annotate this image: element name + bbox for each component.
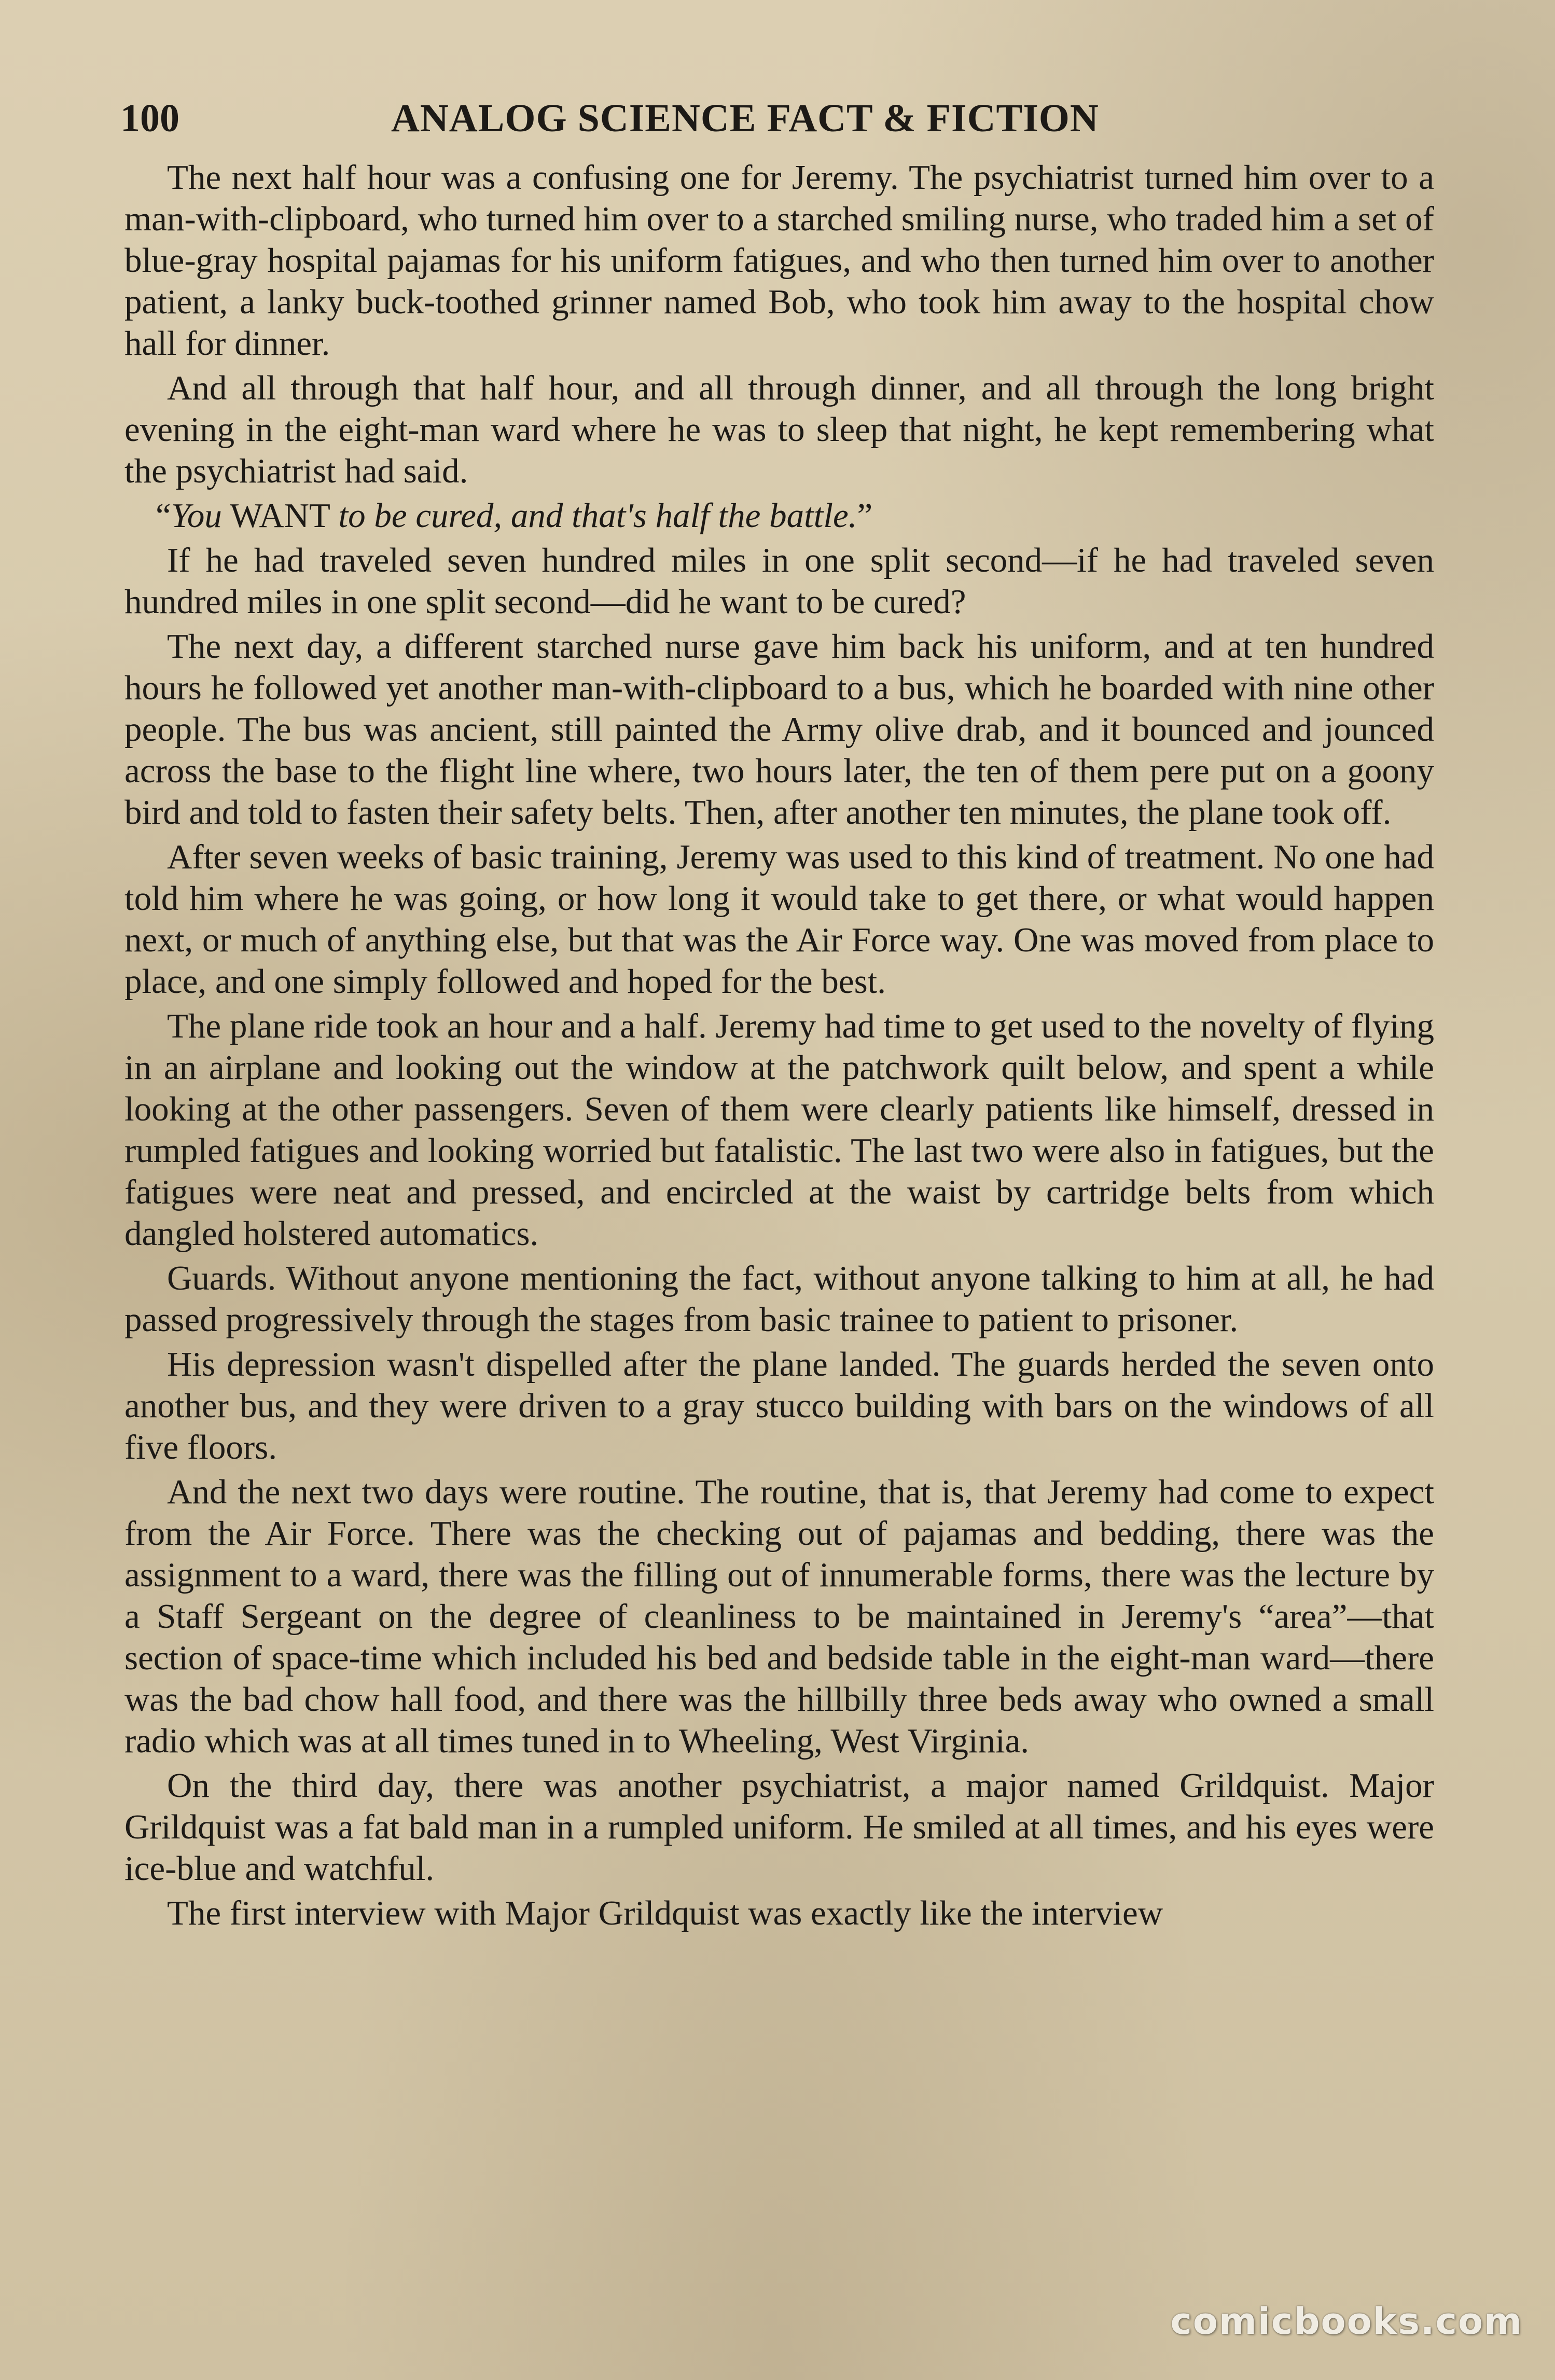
quote-you: You <box>171 496 222 535</box>
paragraph-9: And the next two days were routine. The routine, that is, that Jeremy had come to expect from the Air Force. There was the checking out of pajamas and bedding, there was the assignment to a ward, there was the filling out of innumerable forms, there was the lecture by a Staff Sergeant on the degree of cleanliness to be maintained in Jeremy's “area”—that section of space-time which included his bed and bedside table in the eight-man ward—there was the bad chow hall food, and there was the hillbilly three beds away who owned a small radio which was at all times tuned in to Wheeling, West Virginia. <box>124 1473 1434 1760</box>
page-header <box>120 92 1433 144</box>
quote-close: ” <box>857 496 873 535</box>
quote-open: “ <box>156 496 171 535</box>
paragraph-3: If he had traveled seven hundred miles in one split second—if he had traveled seven hundred miles in one split second—did he want to be cured? <box>124 541 1434 621</box>
paragraph-5: After seven weeks of basic training, Jeremy was used to this kind of treatment. No one had told him where he was going, or how long it would take to get there, or what would happen next, or much of anything else, but that was the Air Force way. One was moved from place to place, and one simply followed and hoped for the best. <box>124 838 1434 1001</box>
running-head: ANALOG SCIENCE FACT & FICTION <box>391 96 1099 140</box>
article-body <box>124 157 1434 1934</box>
quoted-line <box>124 495 1434 536</box>
paragraph-6: The plane ride took an hour and a half. Jeremy had time to get used to the novelty of flying in an airplane and looking out the window at the patchwork quilt below, and spent a while looking at the other passengers. Seven of them were clearly patients like himself, dressed in rumpled fatigues and looking worried but fatalistic. The last two were also in fatigues, but the fatigues were neat and pressed, and encircled at the waist by cartridge belts from which dangled holstered automatics. <box>124 1007 1434 1253</box>
paragraph-10: On the third day, there was another psychiatrist, a major named Grildquist. Major Grildquist was a fat bald man in a rumpled uniform. He smiled at all times, and his eyes were ice-blue and watchful. <box>124 1766 1434 1888</box>
paragraph-11: The first interview with Major Grildquist was exactly like the interview <box>167 1894 1163 1932</box>
site-watermark: comicbooks.com <box>1170 2300 1523 2343</box>
paragraph-1: The next half hour was a confusing one for Jeremy. The psychiatrist turned him over to a man-with-clipboard, who turned him over to a starched smiling nurse, who traded him a set of blue-gray hospital pajamas for his uniform fatigues, and who then turned him over to another patient, a lanky buck-toothed grinner named Bob, who took him away to the hospital chow hall for dinner. <box>124 158 1434 363</box>
paragraph-2: And all through that half hour, and all through dinner, and all through the long bright evening in the eight-man ward where he was to sleep that night, he kept remembering what the psychiatrist had said. <box>124 369 1434 490</box>
paragraph-7: Guards. Without anyone mentioning the fact, without anyone talking to him at all, he had passed progressively through the stages from basic trainee to patient to prisoner. <box>124 1259 1434 1339</box>
quote-want: WANT <box>221 496 339 535</box>
quote-rest: to be cured, and that's half the battle. <box>338 496 857 535</box>
paragraph-8: His depression wasn't dispelled after the plane landed. The guards herded the seven onto another bus, and they were driven to a gray stucco building with bars on the windows of all five floors. <box>124 1345 1434 1466</box>
paragraph-4: The next day, a different starched nurse gave him back his uniform, and at ten hundred hours he followed yet another man-with-clipboard to a bus, which he boarded with nine other people. The bus was ancient, still painted the Army olive drab, and it bounced and jounced across the base to the flight line where, two hours later, the ten of them pere put on a goony bird and told to fasten their safety belts. Then, after another ten minutes, the plane took off. <box>124 627 1434 832</box>
page-number: 100 <box>120 96 179 140</box>
